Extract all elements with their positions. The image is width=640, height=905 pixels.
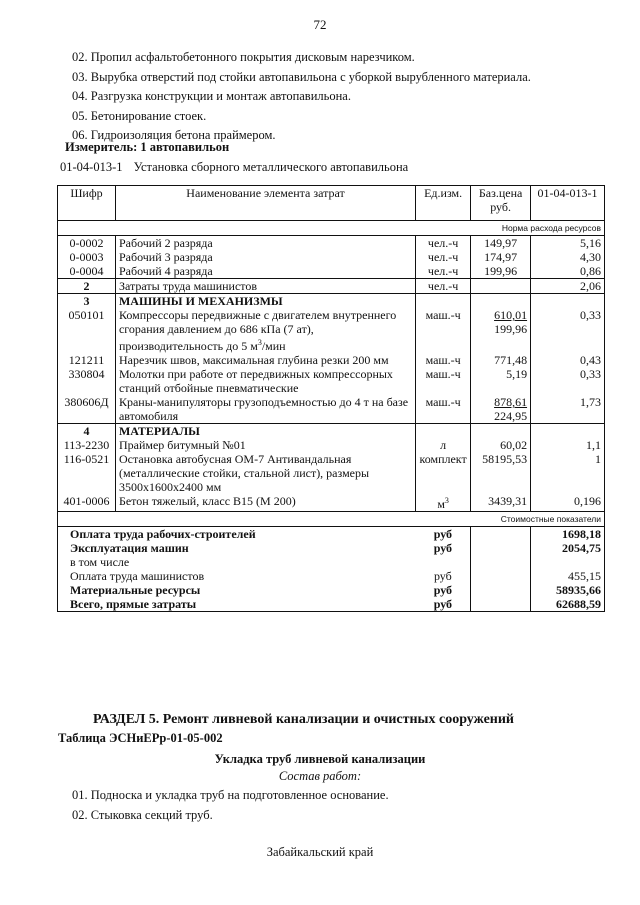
cell-norm: 1,73 [531,395,605,424]
composition-heading: Состав работ: [278,769,362,783]
header-unit: Ед.изм. [416,186,471,221]
total-label: в том числе [58,555,416,569]
table-row [58,494,605,512]
cell-code: 0-0004 [58,264,116,279]
cell-code: 0-0003 [58,250,116,264]
cell-unit: чел.-ч [416,236,471,251]
cell-norm: 0,196 [531,494,605,512]
cell-price: 60,02 [471,438,531,452]
total-unit: руб [433,583,453,597]
total-label: Оплата труда машинистов [58,569,416,583]
section-title: РАЗДЕЛ 5. Ремонт ливневой канализации и очистных сооружений [93,712,514,727]
header-price: Баз.цена руб. [471,186,531,221]
section-heading: МАШИНЫ И МЕХАНИЗМЫ [115,294,415,309]
cell-code: 401-0006 [58,494,116,512]
total-unit: руб [416,597,471,612]
cell-norm: 2,06 [531,279,605,294]
work-item: 02. Стыковка секций труб. [72,807,213,822]
cell-name: Праймер битумный №01 [115,438,415,452]
cell-price [471,279,531,294]
work-item: 05. Бетонирование стоек. [72,108,207,123]
table-row [58,236,605,251]
cell-unit: чел.-ч [416,279,471,294]
cell-price: 610,01 199,96 [471,308,531,353]
cell-unit: чел.-ч [416,264,471,279]
cell-norm: 0,33 [531,308,605,353]
table-row [58,264,605,279]
total-label: Оплата труда рабочих-строителей [58,527,416,542]
cell-unit: маш.-ч [416,308,471,353]
cell-name: Рабочий 3 разряда [115,250,415,264]
table-row [58,250,605,264]
cell-code: 050101 [58,308,116,353]
cell-unit: комплект [416,452,471,494]
cell-code: 0-0002 [58,236,116,251]
work-title: Укладка труб ливневой канализации [214,752,426,766]
table-code: Таблица ЭСНиЕРр-01-05-002 [58,731,223,745]
region-footer: Забайкальский край [266,845,374,859]
materials-header-row [58,424,605,439]
total-value: 62688,59 [531,597,605,612]
cell-price: 878,61 224,95 [471,395,531,424]
norm-subtitle [60,160,408,175]
cell-code: 330804 [58,367,116,395]
total-value: 455,15 [531,569,605,583]
cell-unit: маш.-ч [416,353,471,367]
total-unit: руб [433,569,452,583]
total-row [58,597,605,612]
band-resources-label: Норма расхода ресурсов [58,221,605,236]
cell-code: 4 [58,424,116,439]
total-value: 1698,18 [531,527,605,542]
total-unit [416,555,471,569]
total-value: 2054,75 [531,541,605,555]
total-row [58,555,605,569]
band-cost-label: Стоимостные показатели [58,512,605,527]
cell-norm: 1 [531,452,605,494]
cell-name: Остановка автобусная ОМ-7 Антивандальная (металлические стойки, стальной лист), размеры 3500х1600х2400 мм [115,452,415,494]
total-row [58,541,605,555]
total-label: Материальные ресурсы [58,583,416,597]
cell-name: Бетон тяжелый, класс В15 (М 200) [115,494,415,512]
total-row [58,527,605,542]
cell-norm: 0,43 [531,353,605,367]
cell-unit: л [416,438,471,452]
machines-header-row [58,294,605,309]
cell-name: Затраты труда машинистов [115,279,415,294]
table-row [58,353,605,367]
cell-name: Рабочий 4 разряда [115,264,415,279]
table-row [58,367,605,395]
table-row [58,438,605,452]
band-cost [58,512,605,527]
cell-code: 121211 [58,353,116,367]
total-label: Всего, прямые затраты [58,597,416,612]
table-row [58,452,605,494]
work-list [72,48,531,146]
total-value: 58935,66 [531,583,605,597]
table-row [58,308,605,353]
cell-unit: маш.-ч [416,395,471,424]
cell-name: Молотки при работе от передвижных компрессорных станций отбойные пневматические [115,367,415,395]
table-row [58,395,605,424]
cell-name: Компрессоры передвижные с двигателем внутреннего сгорания давлением до 686 кПа (7 ат), производительность до 5 $м^3$/мин [115,308,415,353]
cell-norm: 0,33 [531,367,605,395]
work-list-2 [72,786,389,825]
work-item: 03. Вырубка отверстий под стойки автопавильона с уборкой вырубленного материала. [72,69,531,84]
norm-code: 01-04-013-1 [60,160,123,174]
band-resources [58,221,605,236]
cell-price: 199,96 [471,264,531,279]
cell-price: 174,97 [471,250,531,264]
section-heading: МАТЕРИАЛЫ [115,424,415,439]
cell-unit: маш.-ч [416,367,471,395]
cell-name: Краны-манипуляторы грузоподъемностью до 4 т на базе автомобиля [115,395,415,424]
total-label: Эксплуатация машин [58,541,416,555]
table-header-row [58,186,605,221]
cell-price: 149,97 [471,236,531,251]
machinist-row [58,279,605,294]
cell-name: Рабочий 2 разряда [115,236,415,251]
page-number: 72 [313,17,327,32]
work-item: 01. Подноска и укладка труб на подготовленное основание. [72,788,389,802]
cell-code: 113-2230 [58,438,116,452]
cell-code: 3 [58,294,116,309]
total-row [58,583,605,597]
cell-name: Нарезчик швов, максимальная глубина резки 200 мм [115,353,415,367]
header-name: Наименование элемента затрат [115,186,415,221]
cell-norm: 0,86 [531,264,605,279]
cell-price: 771,48 [471,353,531,367]
work-item: 06. Гидроизоляция бетона праймером. [72,128,276,142]
cell-price: 3439,31 [471,494,531,512]
cell-unit: $м^3$ [416,494,471,512]
header-code: Шифр [58,186,116,221]
cell-norm: 4,30 [531,250,605,264]
work-item: 04. Разгрузка конструкции и монтаж автопавильона. [72,89,351,103]
cell-norm: 1,1 [531,438,605,452]
cell-code: 2 [58,279,116,294]
cell-code: 116-0521 [58,452,116,494]
meter-line: Измеритель: 1 автопавильон [65,140,230,154]
cost-table [57,185,605,612]
work-item: 02. Пропил асфальтобетонного покрытия дисковым нарезчиком. [72,50,415,64]
cell-price: 58195,53 [471,452,531,494]
cell-price: 5,19 [471,367,531,395]
cell-unit: чел.-ч [416,250,471,264]
norm-name: Установка сборного металлического автопавильона [133,160,409,174]
cell-norm: 5,16 [531,236,605,251]
total-value [531,555,605,569]
total-unit: руб [433,541,453,555]
total-row [58,569,605,583]
header-norm: 01-04-013-1 [531,186,605,221]
cell-code: 380606Д [58,395,116,424]
total-unit: руб [433,527,453,541]
